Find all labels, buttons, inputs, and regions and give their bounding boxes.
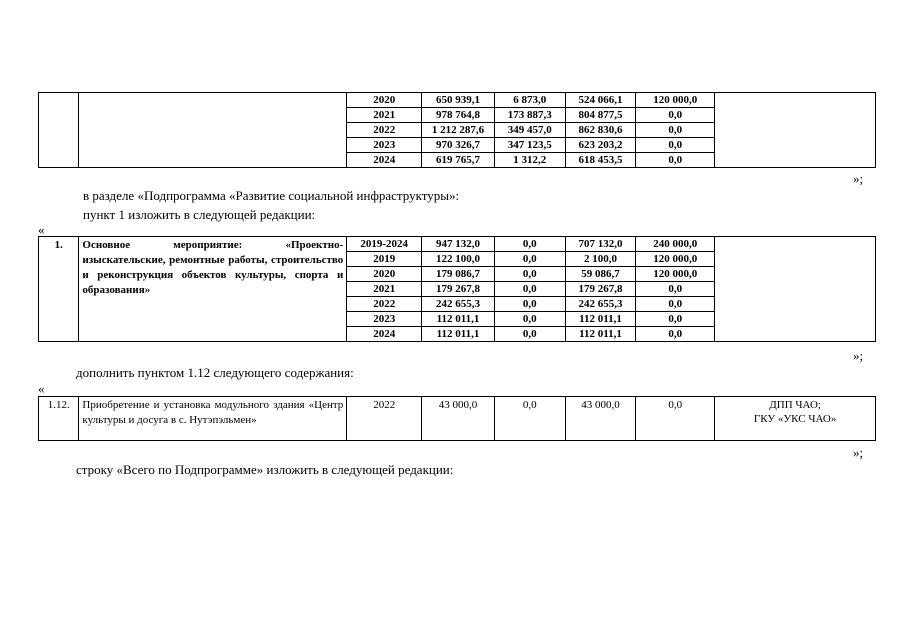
table-cell: 6 873,0 <box>494 93 565 108</box>
cell-okrug: 43 000,0 <box>565 397 636 441</box>
table-cell: 804 877,5 <box>565 108 636 123</box>
table-cell: 2 100,0 <box>565 252 636 267</box>
table-cell: 0,0 <box>494 237 565 252</box>
table-cell: 59 086,7 <box>565 267 636 282</box>
table-cell: 0,0 <box>636 297 715 312</box>
table-cell: 179 086,7 <box>422 267 495 282</box>
table-cell: 2023 <box>347 312 422 327</box>
table-cell: 0,0 <box>636 123 715 138</box>
table-cell: 0,0 <box>636 282 715 297</box>
table-cell: 707 132,0 <box>565 237 636 252</box>
table-top <box>38 92 876 168</box>
cell-empty-desc <box>79 93 347 168</box>
table-cell: 970 326,7 <box>422 138 495 153</box>
table-mid <box>38 236 876 342</box>
table-cell: 179 267,8 <box>565 282 636 297</box>
table-cell: 2024 <box>347 327 422 342</box>
responsible-1: ДПП ЧАО; <box>769 399 821 411</box>
paragraph-add-point: дополнить пунктом 1.12 следующего содержания: <box>76 365 354 380</box>
table-cell: 2022 <box>347 297 422 312</box>
table-cell: 120 000,0 <box>636 93 715 108</box>
cell-other: 0,0 <box>636 397 715 441</box>
row-number: 1.12. <box>39 397 79 441</box>
table-cell: 0,0 <box>636 108 715 123</box>
table-cell: 242 655,3 <box>565 297 636 312</box>
row-description: Основное мероприятие: «Проектно-изыскательские, ремонтные работы, строительство и реконструкция объектов культуры, спорта и образования» <box>79 237 347 342</box>
table-cell: 0,0 <box>494 252 565 267</box>
table-cell: 2021 <box>347 282 422 297</box>
paragraph-section-title: в разделе «Подпрограмма «Развитие социальной инфраструктуры»: <box>83 188 460 203</box>
table-cell: 349 457,0 <box>494 123 565 138</box>
table-cell: 173 887,3 <box>494 108 565 123</box>
table-cell: 242 655,3 <box>422 297 495 312</box>
table-cell: 0,0 <box>636 153 715 168</box>
table-cell: 0,0 <box>636 138 715 153</box>
table-cell: 0,0 <box>494 312 565 327</box>
open-quote-2: « <box>38 381 45 396</box>
table-row <box>39 93 876 108</box>
table-bot <box>38 396 876 441</box>
table-cell: 2021 <box>347 108 422 123</box>
table-mid-body <box>39 237 876 342</box>
responsible-2: ГКУ «УКС ЧАО» <box>753 413 837 425</box>
table-cell: 112 011,1 <box>422 327 495 342</box>
open-quote-1: « <box>38 222 45 237</box>
table-cell: 2019 <box>347 252 422 267</box>
table-cell: 122 100,0 <box>422 252 495 267</box>
table-cell: 650 939,1 <box>422 93 495 108</box>
table-cell: 0,0 <box>494 267 565 282</box>
table-cell: 862 830,6 <box>565 123 636 138</box>
table-cell: 978 764,8 <box>422 108 495 123</box>
table-cell: 112 011,1 <box>422 312 495 327</box>
table-cell: 947 132,0 <box>422 237 495 252</box>
table-cell: 2019-2024 <box>347 237 422 252</box>
row-number: 1. <box>39 237 79 342</box>
cell-total: 43 000,0 <box>422 397 495 441</box>
table-cell: 240 000,0 <box>636 237 715 252</box>
table-cell: 1 212 287,6 <box>422 123 495 138</box>
table-cell: 2020 <box>347 267 422 282</box>
table-cell: 112 011,1 <box>565 312 636 327</box>
table-cell: 0,0 <box>494 282 565 297</box>
close-quote-3: »; <box>853 445 864 460</box>
table-cell: 0,0 <box>494 297 565 312</box>
table-row <box>39 397 876 441</box>
table-cell: 0,0 <box>494 327 565 342</box>
close-quote-2: »; <box>853 348 864 363</box>
table-cell: 112 011,1 <box>565 327 636 342</box>
table-top-body <box>39 93 876 168</box>
table-cell: 619 765,7 <box>422 153 495 168</box>
cell-year: 2022 <box>347 397 422 441</box>
paragraph-total-row: строку «Всего по Подпрограмме» изложить в следующей редакции: <box>76 462 454 477</box>
table-cell: 524 066,1 <box>565 93 636 108</box>
table-cell: 2023 <box>347 138 422 153</box>
table-cell: 347 123,5 <box>494 138 565 153</box>
table-cell: 618 453,5 <box>565 153 636 168</box>
cell-empty-responsible <box>715 237 876 342</box>
cell-fed: 0,0 <box>494 397 565 441</box>
table-cell: 179 267,8 <box>422 282 495 297</box>
cell-responsible <box>715 397 876 441</box>
table-cell: 2022 <box>347 123 422 138</box>
table-cell: 2024 <box>347 153 422 168</box>
cell-empty-responsible <box>715 93 876 168</box>
table-cell: 0,0 <box>636 327 715 342</box>
table-cell: 2020 <box>347 93 422 108</box>
table-cell: 120 000,0 <box>636 267 715 282</box>
table-cell: 1 312,2 <box>494 153 565 168</box>
table-cell: 623 203,2 <box>565 138 636 153</box>
table-cell: 120 000,0 <box>636 252 715 267</box>
close-quote-1: »; <box>853 171 864 186</box>
cell-empty-num <box>39 93 79 168</box>
paragraph-point-1: пункт 1 изложить в следующей редакции: <box>83 207 316 222</box>
row-description: Приобретение и установка модульного здания «Центр культуры и досуга в с. Нутэпэльмен» <box>79 397 347 441</box>
table-cell: 0,0 <box>636 312 715 327</box>
table-row <box>39 237 876 252</box>
